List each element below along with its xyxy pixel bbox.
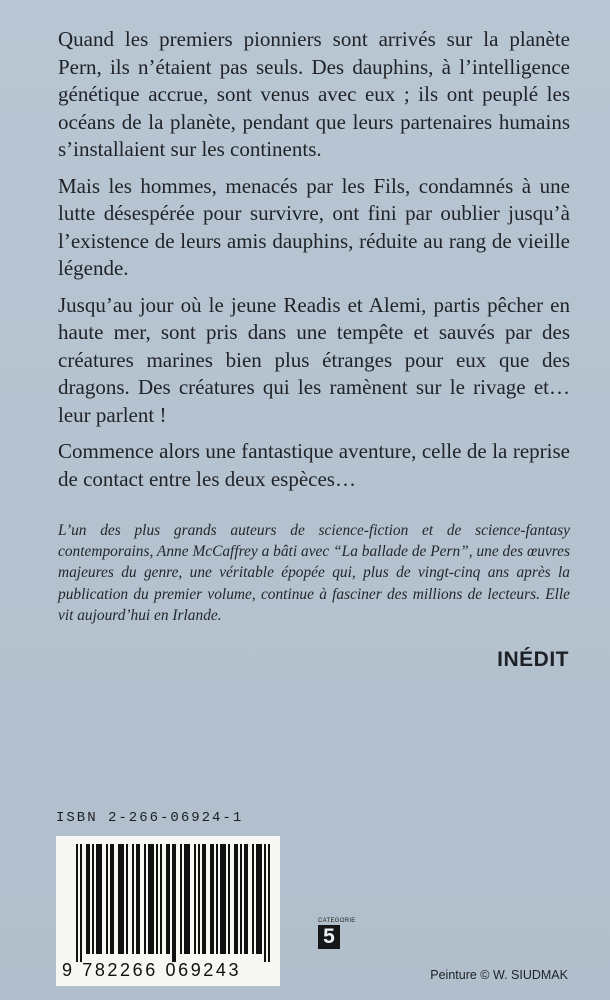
barcode-bar (80, 844, 82, 962)
author-bio: L’un des plus grands auteurs de science-fiction et de science-fantasy contemporains, Anne McCaffrey a bâti avec “La ballade de Pern”, une des œuvres majeures du genre, une véritable épopée qui, plus de vingt-cinq ans après la publication du premier volume, continue à fasciner des millions de lecteurs. Elle vit aujourd’hui en Irlande. (58, 522, 570, 624)
barcode-bar (234, 844, 236, 954)
barcode-bar (260, 844, 262, 954)
category-label: CATEGORIE (318, 918, 356, 924)
barcode-bar (126, 844, 128, 954)
barcode-bar (168, 844, 170, 954)
barcode-bar (202, 844, 204, 954)
barcode-bar (174, 844, 176, 962)
cover-art-credit: Peinture © W. SIUDMAK (430, 968, 568, 982)
barcode-bar (258, 844, 260, 954)
barcode-bar (112, 844, 114, 954)
barcode-bar (92, 844, 94, 954)
barcode-bar (166, 844, 168, 954)
barcode-bar (88, 844, 90, 954)
barcode-bar (184, 844, 186, 954)
barcode-bar (144, 844, 146, 954)
synopsis-paragraph-3: Jusqu’au jour où le jeune Readis et Alemi, partis pêcher en haute mer, sont pris dans une tempête et sauvés par des créatures marines bien plus étranges pour eux que des dragons. Des créatures qui les ramènent sur le rivage et… leur parlent ! (58, 292, 570, 427)
barcode-bar (252, 844, 254, 954)
synopsis-paragraph-1: Quand les premiers pionniers sont arrivés sur la planète Pern, ils n’étaient pas seuls. Des dauphins, à l’intelligence génétique accrue, sont venus avec eux ; ils ont peuplé les océans de la planète, pendant que leurs partenaires humains s’installaient sur les continents. (58, 27, 570, 161)
category-number: 5 (318, 925, 340, 949)
barcode-bar (98, 844, 100, 954)
synopsis (58, 26, 570, 502)
barcode-bar (246, 844, 248, 954)
barcode-bar (224, 844, 226, 954)
barcode-bar (122, 844, 124, 954)
barcode-bar (194, 844, 196, 954)
synopsis-paragraph-4: Commence alors une fantastique aventure, celle de la reprise de contact entre les deux espèces… (58, 439, 570, 491)
category-marker (318, 918, 356, 949)
barcode-bar (138, 844, 140, 954)
barcode-bar (222, 844, 224, 954)
barcode-bar (156, 844, 158, 954)
isbn-number: ISBN 2-266-06924-1 (56, 810, 244, 826)
barcode-bar (106, 844, 108, 954)
barcode-bar (186, 844, 188, 954)
barcode-bar (76, 844, 78, 962)
barcode-bar (220, 844, 222, 954)
barcode-bar (160, 844, 162, 954)
barcode-bar (132, 844, 134, 954)
barcode-bar (110, 844, 112, 954)
barcode-bar (256, 844, 258, 954)
barcode-bar (96, 844, 98, 954)
barcode-number: 9 782266 069243 (62, 960, 242, 980)
unreleased-badge: INÉDIT (497, 648, 569, 671)
barcode-bar (150, 844, 152, 954)
barcode-bar (236, 844, 238, 954)
barcode (56, 836, 280, 986)
barcode-bar (268, 844, 270, 962)
barcode-bar (264, 844, 266, 962)
barcode-bar (188, 844, 190, 954)
barcode-bar (240, 844, 242, 954)
barcode-bar (198, 844, 200, 954)
barcode-bar (212, 844, 214, 954)
barcode-bar (86, 844, 88, 954)
barcode-bar (210, 844, 212, 954)
barcode-bar (216, 844, 218, 954)
barcode-bar (204, 844, 206, 954)
barcode-bar (244, 844, 246, 954)
barcode-bar (172, 844, 174, 962)
barcode-bar (120, 844, 122, 954)
barcode-bar (118, 844, 120, 954)
barcode-bar (152, 844, 154, 954)
barcode-bar (148, 844, 150, 954)
barcode-bar (100, 844, 102, 954)
synopsis-paragraph-2: Mais les hommes, menacés par les Fils, condamnés à une lutte désespérée pour survivre, ont fini par oublier jusqu’à l’existence de leurs amis dauphins, réduite au rang de vieille légende. (58, 173, 570, 280)
barcode-bar (136, 844, 138, 954)
barcode-bar (180, 844, 182, 954)
barcode-bar (228, 844, 230, 954)
